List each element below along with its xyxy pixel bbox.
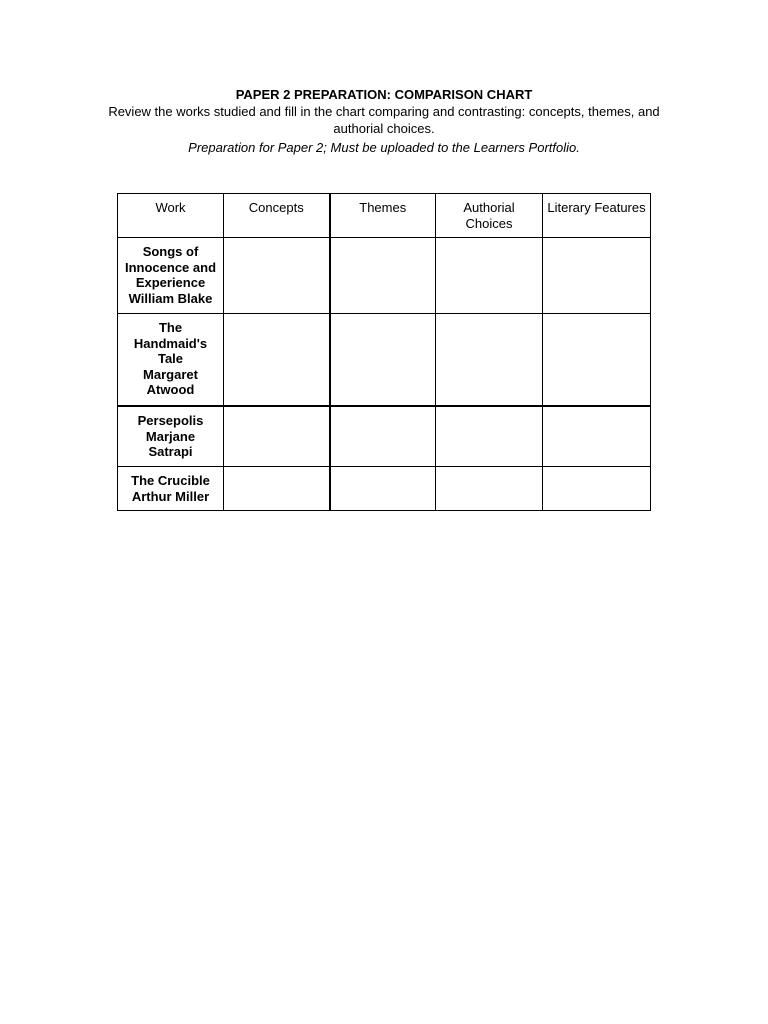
table-row xyxy=(118,314,651,407)
table-row xyxy=(118,467,651,511)
work-cell xyxy=(118,406,224,467)
literary-features-cell[interactable] xyxy=(543,406,651,467)
work-title-line: The Crucible xyxy=(131,473,210,488)
themes-cell[interactable] xyxy=(330,406,436,467)
work-title-line: Persepolis xyxy=(137,413,204,428)
work-author-line: Arthur Miller xyxy=(131,488,210,504)
themes-cell[interactable] xyxy=(330,467,436,511)
work-title-line: The xyxy=(158,320,183,335)
literary-features-cell[interactable] xyxy=(543,314,651,407)
header-concepts: Concepts xyxy=(224,194,330,238)
document-header xyxy=(100,86,668,156)
authorial-choices-cell[interactable] xyxy=(436,406,543,467)
authorial-choices-cell[interactable] xyxy=(436,314,543,407)
work-title-line: Songs of xyxy=(142,244,199,259)
header-literary-features: Literary Features xyxy=(543,194,651,238)
themes-cell[interactable] xyxy=(330,314,436,407)
work-author-line: Satrapi xyxy=(148,444,193,459)
work-cell xyxy=(118,238,224,314)
work-author-line: William Blake xyxy=(128,290,213,306)
concepts-cell[interactable] xyxy=(224,238,330,314)
table-row xyxy=(118,406,651,467)
work-title-line: Handmaid's xyxy=(133,335,208,351)
header-authorial-choices: Authorial Choices xyxy=(436,194,543,238)
work-cell xyxy=(118,467,224,511)
work-author-line: Margaret xyxy=(143,366,198,382)
header-row xyxy=(118,194,651,238)
work-author-line: Atwood xyxy=(146,382,195,397)
header-themes: Themes xyxy=(330,194,436,238)
work-title-line: Experience xyxy=(135,275,206,290)
header-work: Work xyxy=(118,194,224,238)
concepts-cell[interactable] xyxy=(224,406,330,467)
literary-features-cell[interactable] xyxy=(543,238,651,314)
authorial-choices-cell[interactable] xyxy=(436,238,543,314)
comparison-chart xyxy=(117,193,651,511)
work-author-line: Marjane xyxy=(145,428,196,444)
concepts-cell[interactable] xyxy=(224,314,330,407)
authorial-choices-cell[interactable] xyxy=(436,467,543,511)
literary-features-cell[interactable] xyxy=(543,467,651,511)
themes-cell[interactable] xyxy=(330,238,436,314)
work-cell xyxy=(118,314,224,407)
table-row xyxy=(118,238,651,314)
instructions-text: Review the works studied and fill in the chart comparing and contrasting: concepts, themes, and authorial choices. xyxy=(108,104,660,136)
work-title-line: Tale xyxy=(157,351,184,366)
concepts-cell[interactable] xyxy=(224,467,330,511)
upload-note: Preparation for Paper 2; Must be uploaded to the Learners Portfolio. xyxy=(188,140,580,155)
page-title: PAPER 2 PREPARATION: COMPARISON CHART xyxy=(235,87,533,102)
work-title-line: Innocence and xyxy=(124,259,217,275)
